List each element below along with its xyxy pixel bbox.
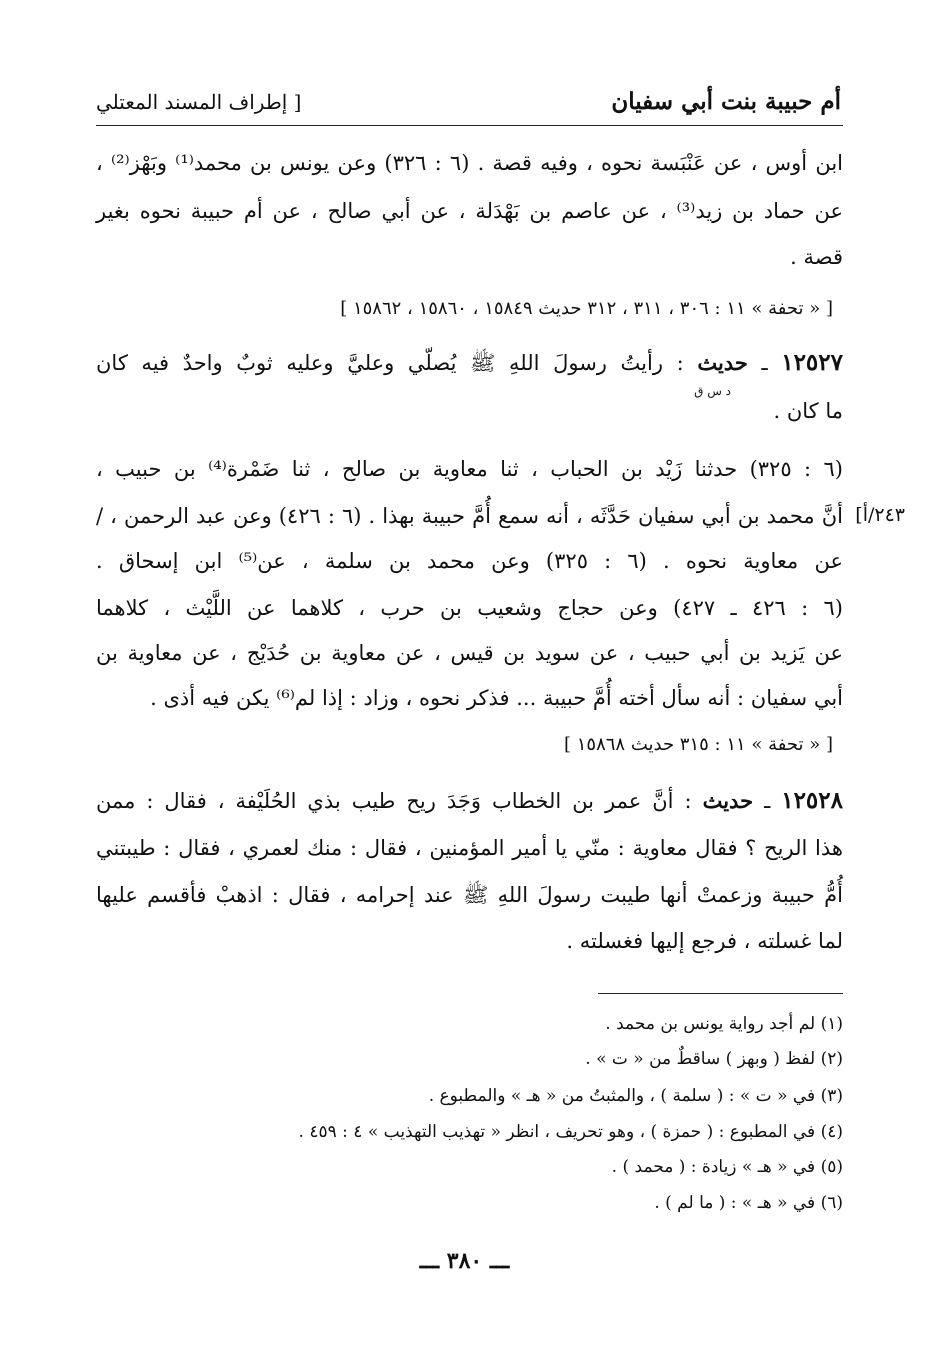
text-line: (٦ : ٤٢٦ ـ ٤٢٧) وعن حجاج وشعيب بن حرب ، كلاهما عن اللَّيْث ، كلاهما: [96, 596, 843, 620]
text-line: أُمُّ حبيبة وزعمتْ أنها طيبت رسولَ اللهِ ﷺ عند إحرامه ، فقال : اذهبْ فأقسم عليها: [96, 883, 843, 907]
text-line: قصة .: [790, 245, 843, 269]
footnote: (١) لم أجد رواية يونس بن محمد .: [605, 1014, 843, 1034]
hadith-label: حديث: [702, 788, 754, 813]
hadith-number: ١٢٥٢٧: [781, 349, 843, 376]
text-line: ما كان .: [773, 399, 843, 423]
text-line: (٦ : ٣٢٥) حدثنا زَيْد بن الحباب ، ثنا معاوية بن صالح ، ثنا ضَمْرة⁽⁴⁾ بن حبيب ،: [96, 457, 843, 481]
header-rule: [96, 125, 843, 126]
hadith-dash: ـ: [764, 789, 771, 813]
footnote: (٣) في « ت » : ( سلمة ) ، والمثبتُ من « هـ » والمطبوع .: [428, 1086, 843, 1106]
text-line: أنَّ محمد بن أبي سفيان حَدَّثَه ، أنه سمع أُمَّ حبيبة بهذا . (٦ : ٤٢٦) وعن عبد الرحمن ، /: [96, 504, 843, 528]
text-line: هذا الريح ؟ فقال معاوية : منّي يا أمير المؤمنين ، فقال : منك لعمري ، فقال : طيبتني: [96, 836, 843, 860]
hadith-heading-line: [96, 348, 843, 378]
manuscript-folio-note: ٢٤٣/أ]: [855, 504, 905, 526]
page-number: ـــ ٣٨٠ ـــ: [419, 1248, 510, 1274]
tuhfa-reference: [ « تحفة » ١١ : ٣٠٦ ، ٣١١ ، ٣١٢ حديث ١٥٨٤٩ ، ١٥٨٦٠ ، ١٥٨٦٢ ]: [340, 298, 833, 319]
running-header-book: [ إطراف المسند المعتلي: [96, 90, 302, 114]
hadith-text: : رأيتُ رسولَ اللهِ ﷺ يُصلّي وعليَّ وعليه ثوبٌ واحدٌ فيه كان: [96, 351, 684, 375]
hadith-label: حديث: [697, 350, 748, 375]
footnote: (٤) في المطبوع : ( حمزة ) ، وهو تحريف ، انظر « تهذيب التهذيب » ٤ : ٤٥٩ .: [298, 1122, 843, 1142]
tuhfa-reference: [ « تحفة » ١١ : ٣١٥ حديث ١٥٨٦٨ ]: [564, 734, 833, 755]
text-line: عن معاوية نحوه . (٦ : ٣٢٥) وعن محمد بن سلمة ، عن⁽⁵⁾ ابن إسحاق .: [96, 549, 843, 573]
hadith-number: ١٢٥٢٨: [781, 787, 843, 814]
hadith-heading-line: [96, 786, 843, 816]
footnote-rule: [598, 993, 843, 994]
footnote: (٢) لفظ ( وبهز ) ساقطٌ من « ت » .: [585, 1049, 843, 1069]
text-line: لما غسلته ، فرجع إليها فغسلته .: [566, 929, 843, 953]
footnote: (٥) في « هـ » زيادة : ( محمد ) .: [611, 1157, 843, 1177]
text-line: عن حماد بن زيد⁽³⁾ ، عن عاصم بن بَهْدَلة ، عن أبي صالح ، عن أم حبيبة نحوه بغير: [96, 199, 844, 223]
hadith-text: : أنَّ عمر بن الخطاب وَجَدَ ريح طيب بذي الحُلَيْفة ، فقال : ممن: [96, 789, 692, 813]
text-line: عن يَزيد بن أبي حبيب ، عن سويد بن قيس ، عن معاوية بن حُدَيْج ، عن معاوية بن: [96, 641, 843, 665]
source-sigla: د س ق: [694, 384, 731, 398]
text-line: أبي سفيان : أنه سأل أخته أُمَّ حبيبة ... فذكر نحوه ، وزاد : إذا لم⁽⁶⁾ يكن فيه أذى .: [150, 686, 843, 710]
hadith-dash: ـ: [761, 351, 768, 375]
text-line: ابن أوس ، عن عَنْبَسة نحوه ، وفيه قصة . (٦ : ٣٢٦) وعن يونس بن محمد⁽¹⁾ وبَهْز⁽²⁾ ،: [96, 151, 843, 175]
running-header-title: أم حبيبة بنت أبي سفيان: [611, 88, 841, 115]
footnote: (٦) في « هـ » : ( ما لم ) .: [654, 1193, 843, 1213]
